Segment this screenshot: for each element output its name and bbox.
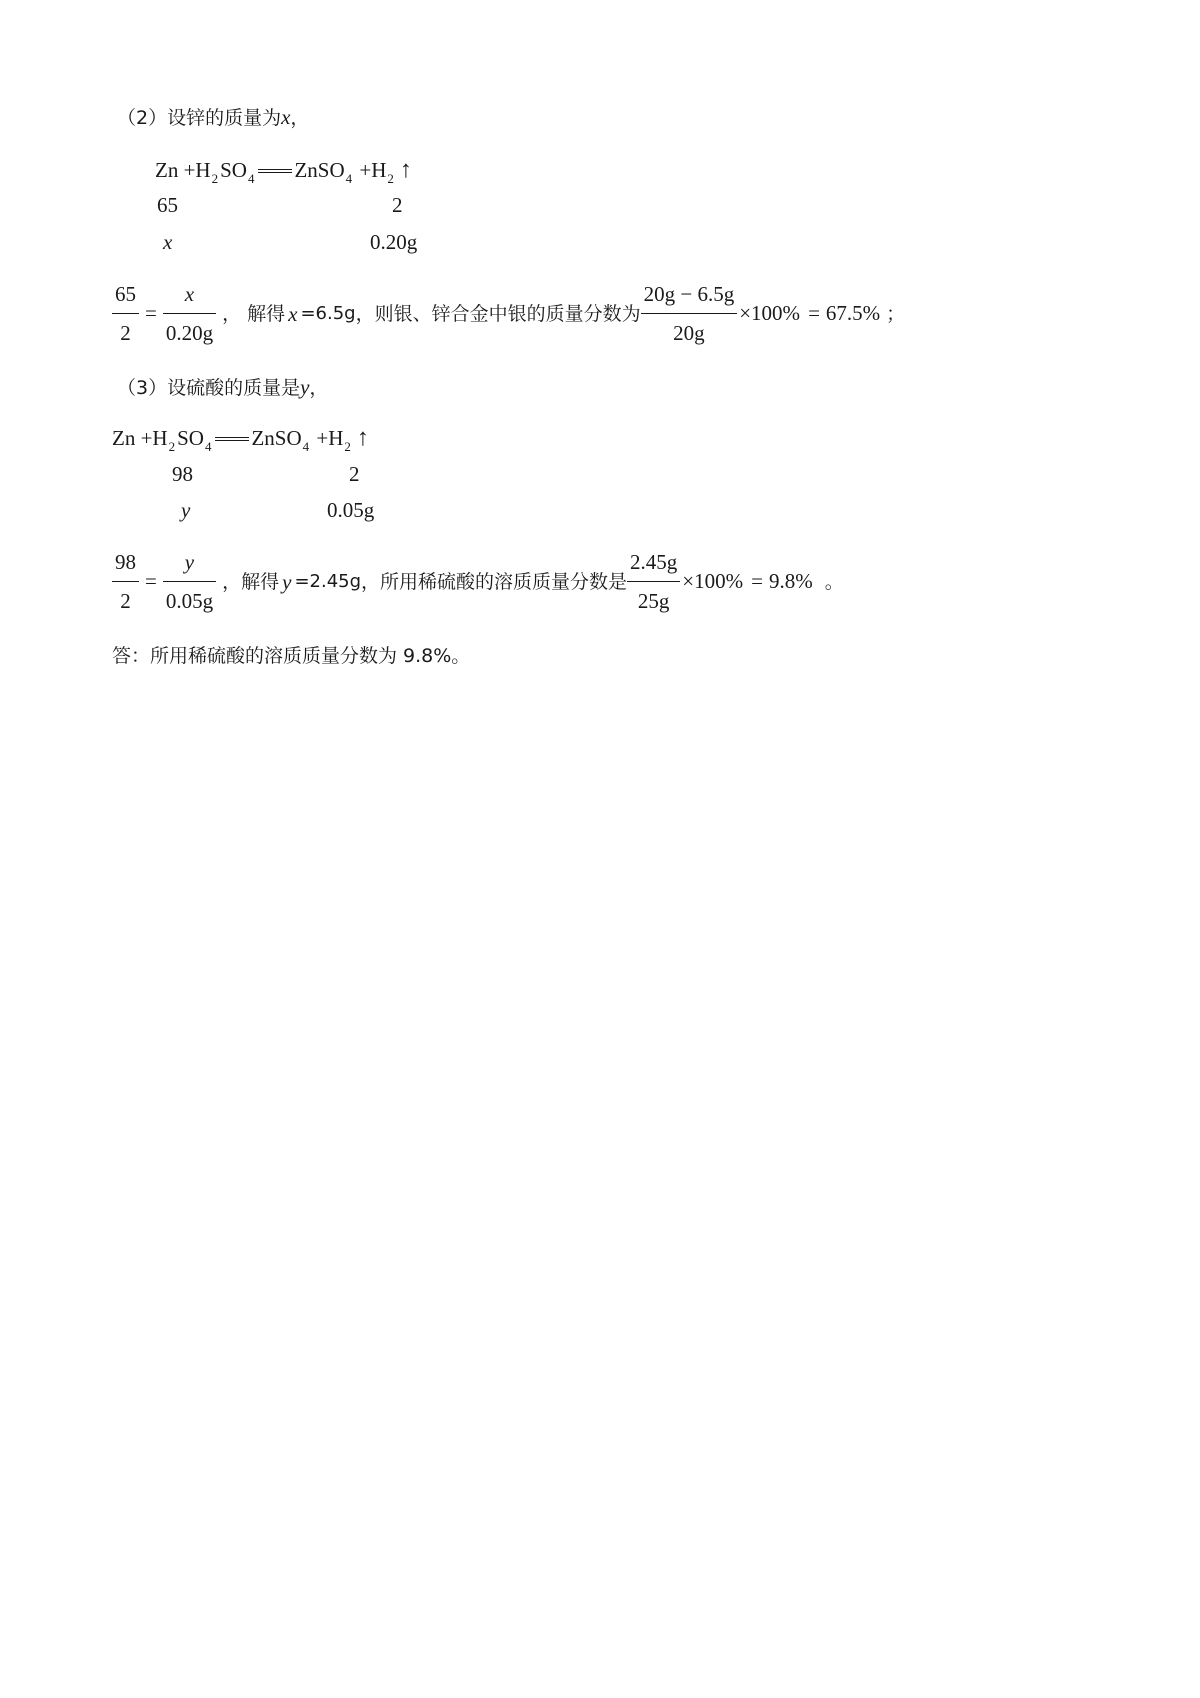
part2-heading-suffix: ， (290, 107, 310, 129)
up-arrow-icon: ↑ (356, 425, 369, 451)
part2-prop-left-den: 2 (120, 321, 131, 345)
part3-end-punct: 。 (824, 570, 844, 593)
part2-frac-num: 20g − 6.5g (643, 282, 735, 306)
part3-eq-h: H (152, 426, 168, 450)
part2-eq-h2: H (371, 158, 387, 182)
part2-prop-left-num: 65 (115, 282, 136, 306)
part3-mass-left: 98 (172, 462, 193, 486)
fraction-bar (112, 313, 139, 314)
part3-percentage-fraction (627, 549, 680, 614)
part2-eq-h2-sub: 2 (387, 171, 394, 186)
part3-solve-tail: ，所用稀硫酸的溶质质量分数是 (361, 570, 628, 593)
part3-heading-suffix: ， (309, 377, 329, 399)
part2-eq-double-line (258, 167, 292, 177)
part3-heading (117, 374, 328, 400)
part3-solve-text: ，解得 (222, 570, 280, 593)
part2-equation (155, 157, 412, 186)
part2-eq-plus2: + (359, 158, 372, 182)
part2-heading-prefix: （2）设锌的质量为 (117, 107, 282, 129)
part3-frac-num: 2.45g (630, 550, 678, 574)
part2-solve-var: x (288, 301, 298, 326)
part2-proportion-left (112, 281, 139, 346)
part2-eq-plus1: + (183, 158, 196, 182)
part2-eq-znso: ZnSO (294, 158, 345, 182)
part2-equals: = (808, 301, 820, 325)
part3-times: ×100% (682, 569, 744, 593)
part3-equation (112, 425, 369, 454)
part3-eq-plus1: + (140, 426, 153, 450)
part3-mass-right: 2 (349, 462, 360, 486)
part2-eq-h-sub: 2 (211, 171, 219, 186)
part2-eq-znso-sub: 4 (345, 171, 353, 186)
part3-heading-var: y (300, 375, 310, 399)
part3-proportion-left (112, 549, 139, 614)
fraction-bar (163, 313, 216, 314)
part3-prop-left-num: 98 (115, 550, 136, 574)
part3-eq-zn: Zn (112, 426, 136, 450)
part2-end-punct: ； (886, 302, 906, 325)
part3-proportion-right (163, 549, 216, 614)
part2-prop-right-den: 0.20g (165, 321, 214, 345)
part3-eq-double-line (215, 435, 249, 445)
part2-prop-eq: = (145, 301, 157, 325)
part3-eq-znso: ZnSO (251, 426, 302, 450)
part3-var-left: y (181, 498, 191, 522)
part3-eq-h2: H (328, 426, 344, 450)
fraction-bar (112, 581, 139, 582)
part2-var-right: 0.20g (370, 230, 418, 254)
part2-mass-left: 65 (157, 193, 178, 217)
part3-prop-right-num: y (184, 550, 195, 574)
up-arrow-icon: ↑ (399, 157, 412, 183)
part2-percentage-fraction (641, 281, 738, 346)
part2-heading (117, 104, 309, 130)
part3-eq-h2-sub: 2 (344, 439, 351, 454)
part2-solve-value: =6.5g (300, 303, 356, 324)
part2-var-left: x (163, 230, 173, 254)
answer-line: 答：所用稀硫酸的溶质质量分数为 9.8%。 (112, 645, 471, 667)
fraction-bar (627, 581, 680, 582)
part3-eq-znso-sub: 4 (302, 439, 310, 454)
part2-eq-zn: Zn (155, 158, 179, 182)
part3-frac-den: 25g (637, 589, 670, 613)
part3-equals: = (751, 569, 763, 593)
part2-heading-var: x (281, 105, 291, 129)
part2-times: ×100% (739, 301, 801, 325)
part3-prop-eq: = (145, 569, 157, 593)
part3-eq-so: SO (177, 426, 204, 450)
part2-result: 67.5% (825, 301, 881, 325)
part3-eq-so-sub: 4 (204, 439, 212, 454)
part2-prop-right-num: x (184, 282, 195, 306)
part3-result: 9.8% (768, 569, 813, 593)
part2-frac-den: 20g (673, 321, 705, 345)
part3-solve-value: =2.45g (294, 571, 362, 592)
fraction-bar (163, 581, 216, 582)
part2-solve-text: ， 解得 (222, 302, 286, 325)
part2-proportion-right (163, 281, 216, 346)
part3-prop-right-den: 0.05g (165, 589, 214, 613)
part2-eq-h: H (195, 158, 211, 182)
part3-solution-line (112, 549, 844, 614)
part3-var-right: 0.05g (327, 498, 375, 522)
part2-solve-tail: ，则银、锌合金中银的质量分数为 (355, 302, 641, 325)
part3-eq-plus2: + (316, 426, 329, 450)
part3-eq-h-sub: 2 (168, 439, 176, 454)
fraction-bar (641, 313, 738, 314)
part2-solution-line (112, 281, 905, 346)
part2-eq-so: SO (220, 158, 247, 182)
part3-solve-var: y (282, 569, 292, 594)
part3-heading-prefix: （3）设硫酸的质量是 (117, 377, 301, 399)
part2-mass-right: 2 (392, 193, 403, 217)
part2-eq-so-sub: 4 (247, 171, 255, 186)
part3-prop-left-den: 2 (120, 589, 131, 613)
